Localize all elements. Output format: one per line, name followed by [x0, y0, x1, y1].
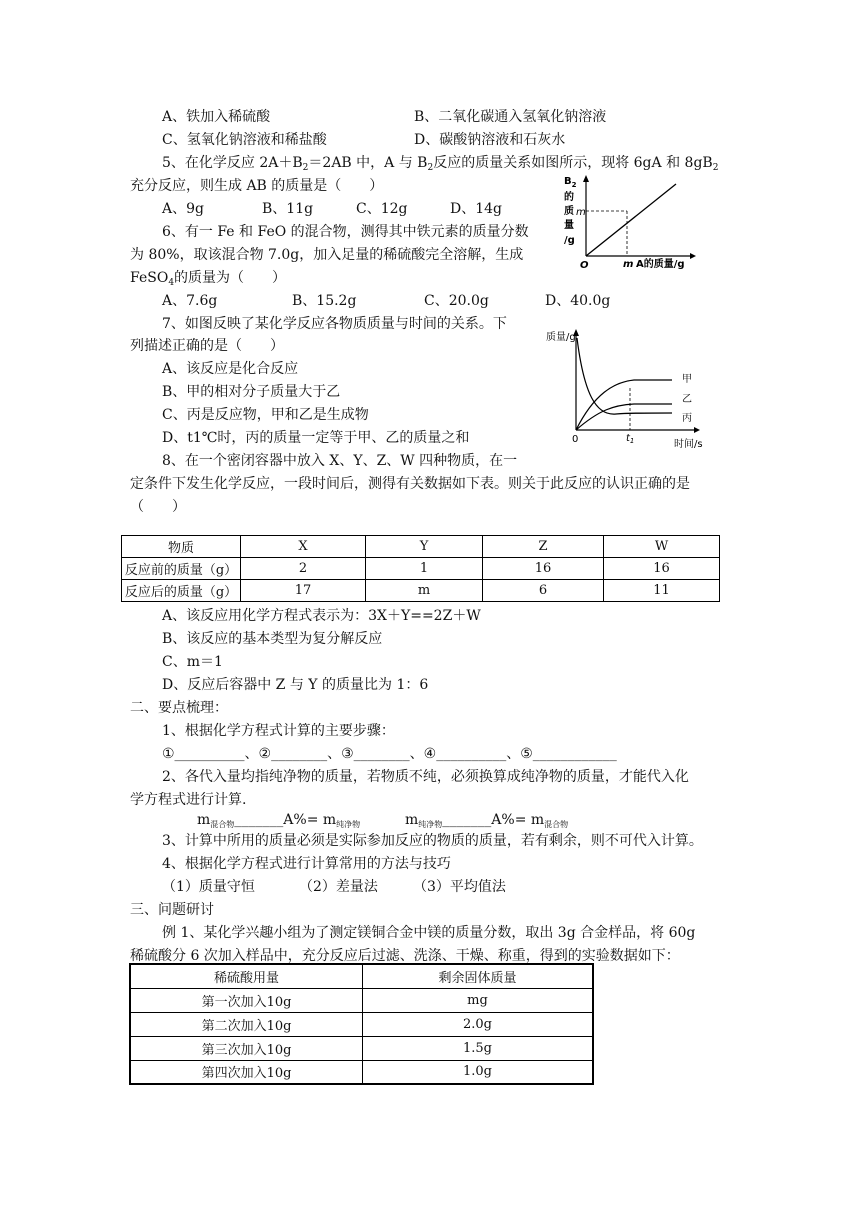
section2-point-2-cont: 学方程式进行计算. — [130, 792, 247, 808]
table-header: 剩余固体质量 — [363, 964, 594, 988]
label-yi: 乙 — [682, 394, 692, 405]
table-row — [122, 558, 720, 580]
table-cell: mg — [363, 988, 594, 1012]
t1-label: $t_1$ — [626, 433, 635, 445]
table-cell: 1.5g — [363, 1036, 594, 1060]
y-axis-arrow — [583, 175, 589, 182]
method-2: （2）差量法 — [299, 879, 378, 895]
label-bing: 丙 — [682, 413, 692, 424]
table-cell: 2 — [241, 558, 366, 580]
table-cell: 反应后的质量（g） — [122, 580, 241, 602]
table-cell: 1.0g — [363, 1060, 594, 1084]
q7-option-a: A、该反应是化合反应 — [162, 361, 299, 377]
q8-stem-3: （ ） — [130, 499, 186, 515]
table-cell: 反应前的质量（g） — [122, 558, 241, 580]
table-row — [122, 580, 720, 602]
table-cell: 17 — [241, 580, 366, 602]
q5-option-a: A、9g — [162, 201, 204, 217]
section2-point-4: 4、根据化学方程式进行计算常用的方法与技巧 — [162, 856, 451, 872]
table-header: X — [241, 536, 366, 558]
q7-option-d: D、t1℃时，丙的质量一定等于甲、乙的质量之和 — [162, 430, 470, 446]
table-cell: m — [366, 580, 483, 602]
section3-title: 三、问题研讨 — [130, 902, 214, 918]
table-header: Z — [483, 536, 604, 558]
y-label-3: 量 — [564, 220, 574, 231]
q8-data-table — [121, 535, 720, 602]
mass-time-graph — [544, 324, 709, 452]
section2-title: 二、要点梳理： — [130, 700, 228, 716]
table-cell: 第二次加入10g — [130, 1012, 363, 1036]
q8-option-a: A、该反应用化学方程式表示为：3X＋Y==2Z＋W — [162, 608, 481, 624]
table-row — [130, 988, 593, 1012]
tick-m-y: m — [576, 207, 586, 218]
origin-label: 0 — [572, 434, 579, 445]
q4-option-c: C、氢氧化钠溶液和稀盐酸 — [162, 132, 327, 148]
x-axis-label: 时间/s — [674, 439, 703, 450]
q4-option-b: B、二氧化碳通入氢氧化钠溶液 — [414, 109, 607, 125]
y-label-2: 质 — [564, 206, 574, 217]
q8-option-b: B、该反应的基本类型为复分解反应 — [162, 631, 383, 647]
formula-pure-to-impure: $m_{纯净物}\_\_\_\_\_\_\_A\%= m_{混合物}$ — [405, 812, 569, 829]
table-header: 稀硫酸用量 — [130, 964, 363, 988]
q8-stem-1: 8、在一个密闭容器中放入 X、Y、Z、W 四种物质，在一 — [162, 453, 518, 469]
section2-point-1: 1、根据化学方程式计算的主要步骤： — [162, 723, 395, 739]
example-1-stem-cont: 稀硫酸分 6 次加入样品中，充分反应后过滤、洗涤、干燥、称重，得到的实验数据如下： — [130, 948, 680, 964]
q5-stem: 5、在化学反应 $2A+B_2=2AB$ 中，A 与 $B_2$反应的质量关系如图所示，现将 6gA 和 $8gB_2$ — [162, 155, 719, 173]
table-row — [130, 1012, 593, 1036]
q4-option-d: D、碳酸钠溶液和石灰水 — [414, 132, 566, 148]
label-jia: 甲 — [682, 374, 692, 385]
x-axis-arrow — [690, 253, 696, 259]
y-axis-label: 质量/g — [546, 332, 576, 343]
q6-stem-3: FeSO$_4$的质量为（ ） — [130, 270, 287, 288]
mass-relation-graph — [556, 170, 706, 270]
relation-line — [586, 184, 676, 256]
x-axis-label: A的质量/g — [636, 259, 685, 270]
example-1-stem: 例 1、某化学兴趣小组为了测定镁铜合金中镁的质量分数，取出 3g 合金样品，将 60g — [162, 925, 696, 941]
curve-yi — [576, 404, 672, 430]
section2-point-2: 2、各代入量均指纯净物的质量，若物质不纯，必须换算成纯净物的质量，才能代入化 — [162, 769, 689, 785]
x-axis-arrow — [694, 427, 700, 433]
y-label-1: 的 — [564, 192, 574, 203]
table-cell: 第三次加入10g — [130, 1036, 363, 1060]
table-header-row — [130, 964, 593, 988]
q7-option-b: B、甲的相对分子质量大于乙 — [162, 384, 341, 400]
table-header: 物质 — [122, 536, 241, 558]
tick-m-x: m — [623, 259, 634, 270]
y-label-b: $B_2$ — [564, 176, 577, 189]
table-cell: 16 — [604, 558, 720, 580]
section2-point-3: 3、计算中所用的质量必须是实际参加反应的物质的质量，若有剩余，则不可代入计算。 — [162, 833, 703, 849]
formula-impure-to-pure: $m_{混合物}\_\_\_\_\_\_\_A\%= m_{纯净物}$ — [197, 812, 361, 829]
table-cell: 1 — [366, 558, 483, 580]
q5-option-b: B、11g — [262, 201, 314, 217]
q6-stem-2: 为 80%，取该混合物 7.0g，加入足量的稀硫酸完全溶解，生成 — [130, 247, 524, 263]
q6-stem-1: 6、有一 Fe 和 FeO 的混合物，测得其中铁元素的质量分数 — [162, 224, 529, 240]
q5-option-c: C、12g — [356, 201, 408, 217]
q5-option-d: D、14g — [450, 201, 503, 217]
q4-option-a: A、铁加入稀硫酸 — [162, 109, 271, 125]
example-1-data-table — [129, 963, 594, 1085]
method-1: （1）质量守恒 — [162, 879, 255, 895]
table-row — [130, 1060, 593, 1084]
table-header-row — [122, 536, 720, 558]
calc-steps-blanks: ①__________、②________、③________、④__________、⑤____________ — [162, 746, 617, 762]
q8-option-d: D、反应后容器中 Z 与 Y 的质量比为 1：6 — [162, 677, 429, 693]
q7-option-c: C、丙是反应物，甲和乙是生成物 — [162, 407, 369, 423]
y-label-4: /g — [564, 235, 575, 246]
method-3: （3）平均值法 — [413, 879, 506, 895]
table-header: Y — [366, 536, 483, 558]
table-cell: 2.0g — [363, 1012, 594, 1036]
q7-stem-1: 7、如图反映了某化学反应各物质质量与时间的关系。下 — [162, 316, 507, 332]
table-cell: 第一次加入10g — [130, 988, 363, 1012]
q8-stem-2: 定条件下发生化学反应，一段时间后，测得有关数据如下表。则关于此反应的认识正确的是 — [130, 476, 690, 492]
table-cell: 11 — [604, 580, 720, 602]
q6-option-c: C、20.0g — [424, 293, 489, 309]
table-cell: 16 — [483, 558, 604, 580]
table-row — [130, 1036, 593, 1060]
q7-stem-2: 列描述正确的是（ ） — [130, 338, 284, 354]
origin-label: O — [580, 260, 589, 270]
q5-stem-cont: 充分反应，则生成 AB 的质量是（ ） — [130, 178, 384, 194]
table-header: W — [604, 536, 720, 558]
q8-option-c: C、m＝1 — [162, 654, 223, 670]
q6-option-d: D、40.0g — [545, 293, 611, 309]
q6-option-a: A、7.6g — [162, 293, 218, 309]
table-cell: 第四次加入10g — [130, 1060, 363, 1084]
table-cell: 6 — [483, 580, 604, 602]
curve-bing — [577, 338, 672, 414]
q6-option-b: B、15.2g — [292, 293, 357, 309]
